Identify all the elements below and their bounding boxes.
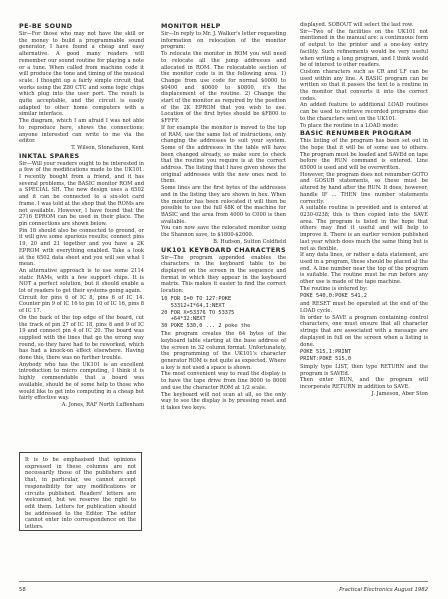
body-paragraph: You can now save the relocated monitor using the Shannon save, to $1800-$2000.: [161, 225, 286, 239]
body-paragraph: Some lines are the first bytes of the addresses and in the listing they are shown in hex. When the monitor has been relocated it will then be possible to use the full 48K of the machine for BASIC and the area from 4000 to C000 is then available.: [161, 185, 286, 225]
body-paragraph: The routine is entered by:: [300, 285, 368, 292]
magazine-issue-label: Practical Electronics August 1982: [339, 587, 428, 593]
body-paragraph: Sir—Two of the facilities on the UK101 not mentioned in the manual are: a continuous form of output to the printer and a one-key entry facility. Such refinements would be very useful when writing a long program, and I think would be of interest to other readers.: [300, 28, 428, 69]
program-listing: 10 FOR I=0 TO 127:POKE 53312+I*64,I:NEXT 20 FOR X=53376 TO 53375 +64*32:NEXT 30 POKE 530,0 ... 2 poke the: [161, 295, 251, 330]
letter-heading: UK101 KEYBOARD CHARACTERS: [161, 245, 286, 254]
body-paragraph: A suitable routine is provided and is entered at 0230-0238; this is then copied into the SAVE area. The program is listed in the hope that others may find it useful and will help to improve it. There is an earlier version published last year which does much the same thing but is not as flexible.: [300, 205, 428, 252]
body-paragraph: Simply type LIST, then type RETURN and the program is SAVEd.: [300, 364, 428, 377]
letter-heading: BASIC RENUMBER PROGRAM: [300, 129, 412, 138]
body-paragraph: In order to SAVE a program containing control characters, one must ensure that all character strings that are associated with a message are displayed in full on the screen when a listing is done.: [300, 314, 428, 348]
body-paragraph: If any data lines, or rather a data statement, are used in a program, these should be placed at the end. A line number near the top of the program is suitable. The routine must be run before any other use is made of the tape machine.: [300, 252, 428, 286]
letter-signature: B. Hudson, Sutton Coldfield: [213, 238, 286, 245]
editorial-disclaimer-box: [19, 452, 142, 531]
letter-signature: A. Jones, RAF North Luffenham: [61, 401, 144, 408]
body-paragraph: The keyboard will not scan at all, so the only way to see the display is by pressing reset and it takes two keys.: [161, 391, 286, 411]
footer-rule: [19, 581, 428, 582]
body-paragraph: However, the program does not renumber GOTO and GOSUB statements, so these must be altered by hand after the RUN. It does, however, handle IF ... THEN line number statements correctly.: [300, 171, 428, 205]
letter-signature: J. Jameson, Aber Ston: [371, 390, 428, 397]
body-paragraph: The program creates the 64 bytes of the keyboard table starting at the base address of the screen in 32 column format. Unfortunately, the programming of the UK101's character generator ROM is not quite as expected. Where a key is not used a space is shown.: [161, 331, 286, 371]
body-paragraph: Sir—For those who may not have the skill or the money to build a programmable sound generator, I have found a cheap and easy alternative. A good many readers will remember our sound routine for playing a note or a tune. When called from machine code it will produce the tone and timing of the musical scale. I thought up a fairly simple circuit that works using the Z80 CTC and some logic chips which plug into the user port. The result is quite acceptable, and the circuit is easily adapted to other home computers with a similar interface.: [19, 31, 144, 118]
body-paragraph: Custom characters such as CR and LF can be used within any line. A BASIC program can be written so that it passes the text to a routine in the monitor that converts it into the correct codes.: [300, 68, 428, 102]
body-paragraph: To place the routine in a LOAD mode:: [300, 122, 399, 129]
body-paragraph: The most convenient way to read the display is to have the tape drive from line 8000 to 8008 and use the character ROM at 1/2 scale.: [161, 371, 286, 391]
page-number: 58: [19, 587, 26, 593]
body-paragraph: The diagram, which I am afraid I was not able to reproduce here, shows the connections; anyone interested can write to me via the editor.: [19, 118, 144, 145]
column-left: [19, 22, 144, 409]
body-paragraph: To relocate the monitor in ROM you will need to relocate all the jump addresses and allocated in ROM. The relocatable section of the monitor code is in the following area. 1) Change from use code for normal $0000 to $0400 and $0600 to $0800, it's the displacement of the routine. 2) Change the start of the monitor as required by the position of the 2K EPROM that you wish to use. Location of the first bytes should be $F800 to $FFFF.: [161, 51, 286, 125]
column-right: [300, 22, 428, 398]
program-listing: POKE 540,0:POKE 541,2: [300, 293, 367, 300]
body-paragraph: This listing of the program has been set out in the hope that it will be of some use to others. The program must be loaded and SAVEd on tape before the RUN command is entered. Line 65000 is used and will be overwritten.: [300, 138, 428, 172]
body-paragraph: Pin 18 should also be connected to ground, or it will give some spurious results; connect pins 19, 20 and 21 together and you have a 2K EPROM with everything enabled. Take a look at the 6502 data sheet and you will see what I mean.: [19, 227, 144, 268]
letter-heading: MONITOR HELP: [161, 22, 221, 30]
disclaimer-text: It is to be emphasised that opinions expressed in these columns are not necessarily those of the publishers and that, in particular, we cannot accept responsibility for any modifications or circuits published. Readers' letters are welcomed, but we reserve the right to edit them. Letters for publication should be addressed to the Editor. The editor cannot enter into correspondence on the letters.: [25, 457, 136, 531]
program-listing: POKE 515,1:PRINT PRINT:POKE 515,0: [300, 349, 352, 363]
body-paragraph: Then enter RUN, and the program will incorporate RETURN in addition to SAVE.: [300, 377, 428, 391]
letter-signature: T. Wilson, Stonehaven, Kent: [71, 144, 144, 151]
body-paragraph: Anybody who has the UK101 is an excellent introduction to micro computing, I think it is highly commendable that a board was available, should be of some help to those who would like to get into computing in a cheap but fairly effective way.: [19, 361, 144, 402]
body-paragraph: displayed. SOBOUT will select the last row.: [300, 22, 414, 28]
body-paragraph: Sir—The program appended enables the characters in the keyboard table to be displayed on the screen in the sequence and format in which they appear in the keyboard matrix. This makes it easier to find the correct location:: [161, 254, 286, 295]
body-paragraph: An added feature to additional LOAD routines can be used to retrieve recorded programs due to the characters sent on the UK101.: [300, 102, 428, 122]
body-paragraph: Sir—In reply to Mr. J. Walker's letter requesting information on relocation of the monitor program:: [161, 31, 286, 51]
letter-heading: INKTAL SPARES: [19, 151, 80, 160]
body-paragraph: On the back of the top edge of the board, cut the track of pin 27 of IC 18, pins 8 and 9 of IC 19 and connect pin 4 of IC 20. The board was supplied with the lines that go the wrong way round, so they have had to be reworked, which has had a knock-on effect elsewhere. Having done this, there was no further trouble.: [19, 314, 144, 362]
column-middle: [161, 22, 286, 412]
body-paragraph: and RESET must be operated at the end of the LOAD cycle.: [300, 301, 428, 315]
body-paragraph: An alternative approach is to use some 2114 static RAMs, with a few support chips. It is NOT a perfect solution, but it should enable a lot of readers to get their systems going again.: [19, 267, 144, 295]
body-paragraph: Sir—Will your readers ought to be interested in a few of the modifications made to the UK101. I recently bought from a friend, and it has several problems, the BASIC monitor ROM and a SPECIAL SH. The new design uses a 6502 and it can be connected to a six-slot card frame. I was told at the shop that the ROMs are not available. However, I have found that the 2716 EPROM can be used in their place. The pin connections are shown below.: [19, 160, 144, 227]
body-paragraph: Circuit for pins 6 of IC 8, pins 6 of IC 14. Counter pin 9 of IC 16 to pin 10 of IC 16, pins 8 of IC 17.: [19, 294, 144, 315]
body-paragraph: If for example the monitor is moved to the top of RAM, use the same list of instructions, only changing the addresses to suit your system. Some of the addresses in the table will have been changed already, so make sure to check that the routine you require is at the correct address. The listing that I have given shows the original addresses with the new ones next to them.: [161, 124, 286, 185]
letter-heading: PE-BE SOUND: [19, 22, 73, 30]
